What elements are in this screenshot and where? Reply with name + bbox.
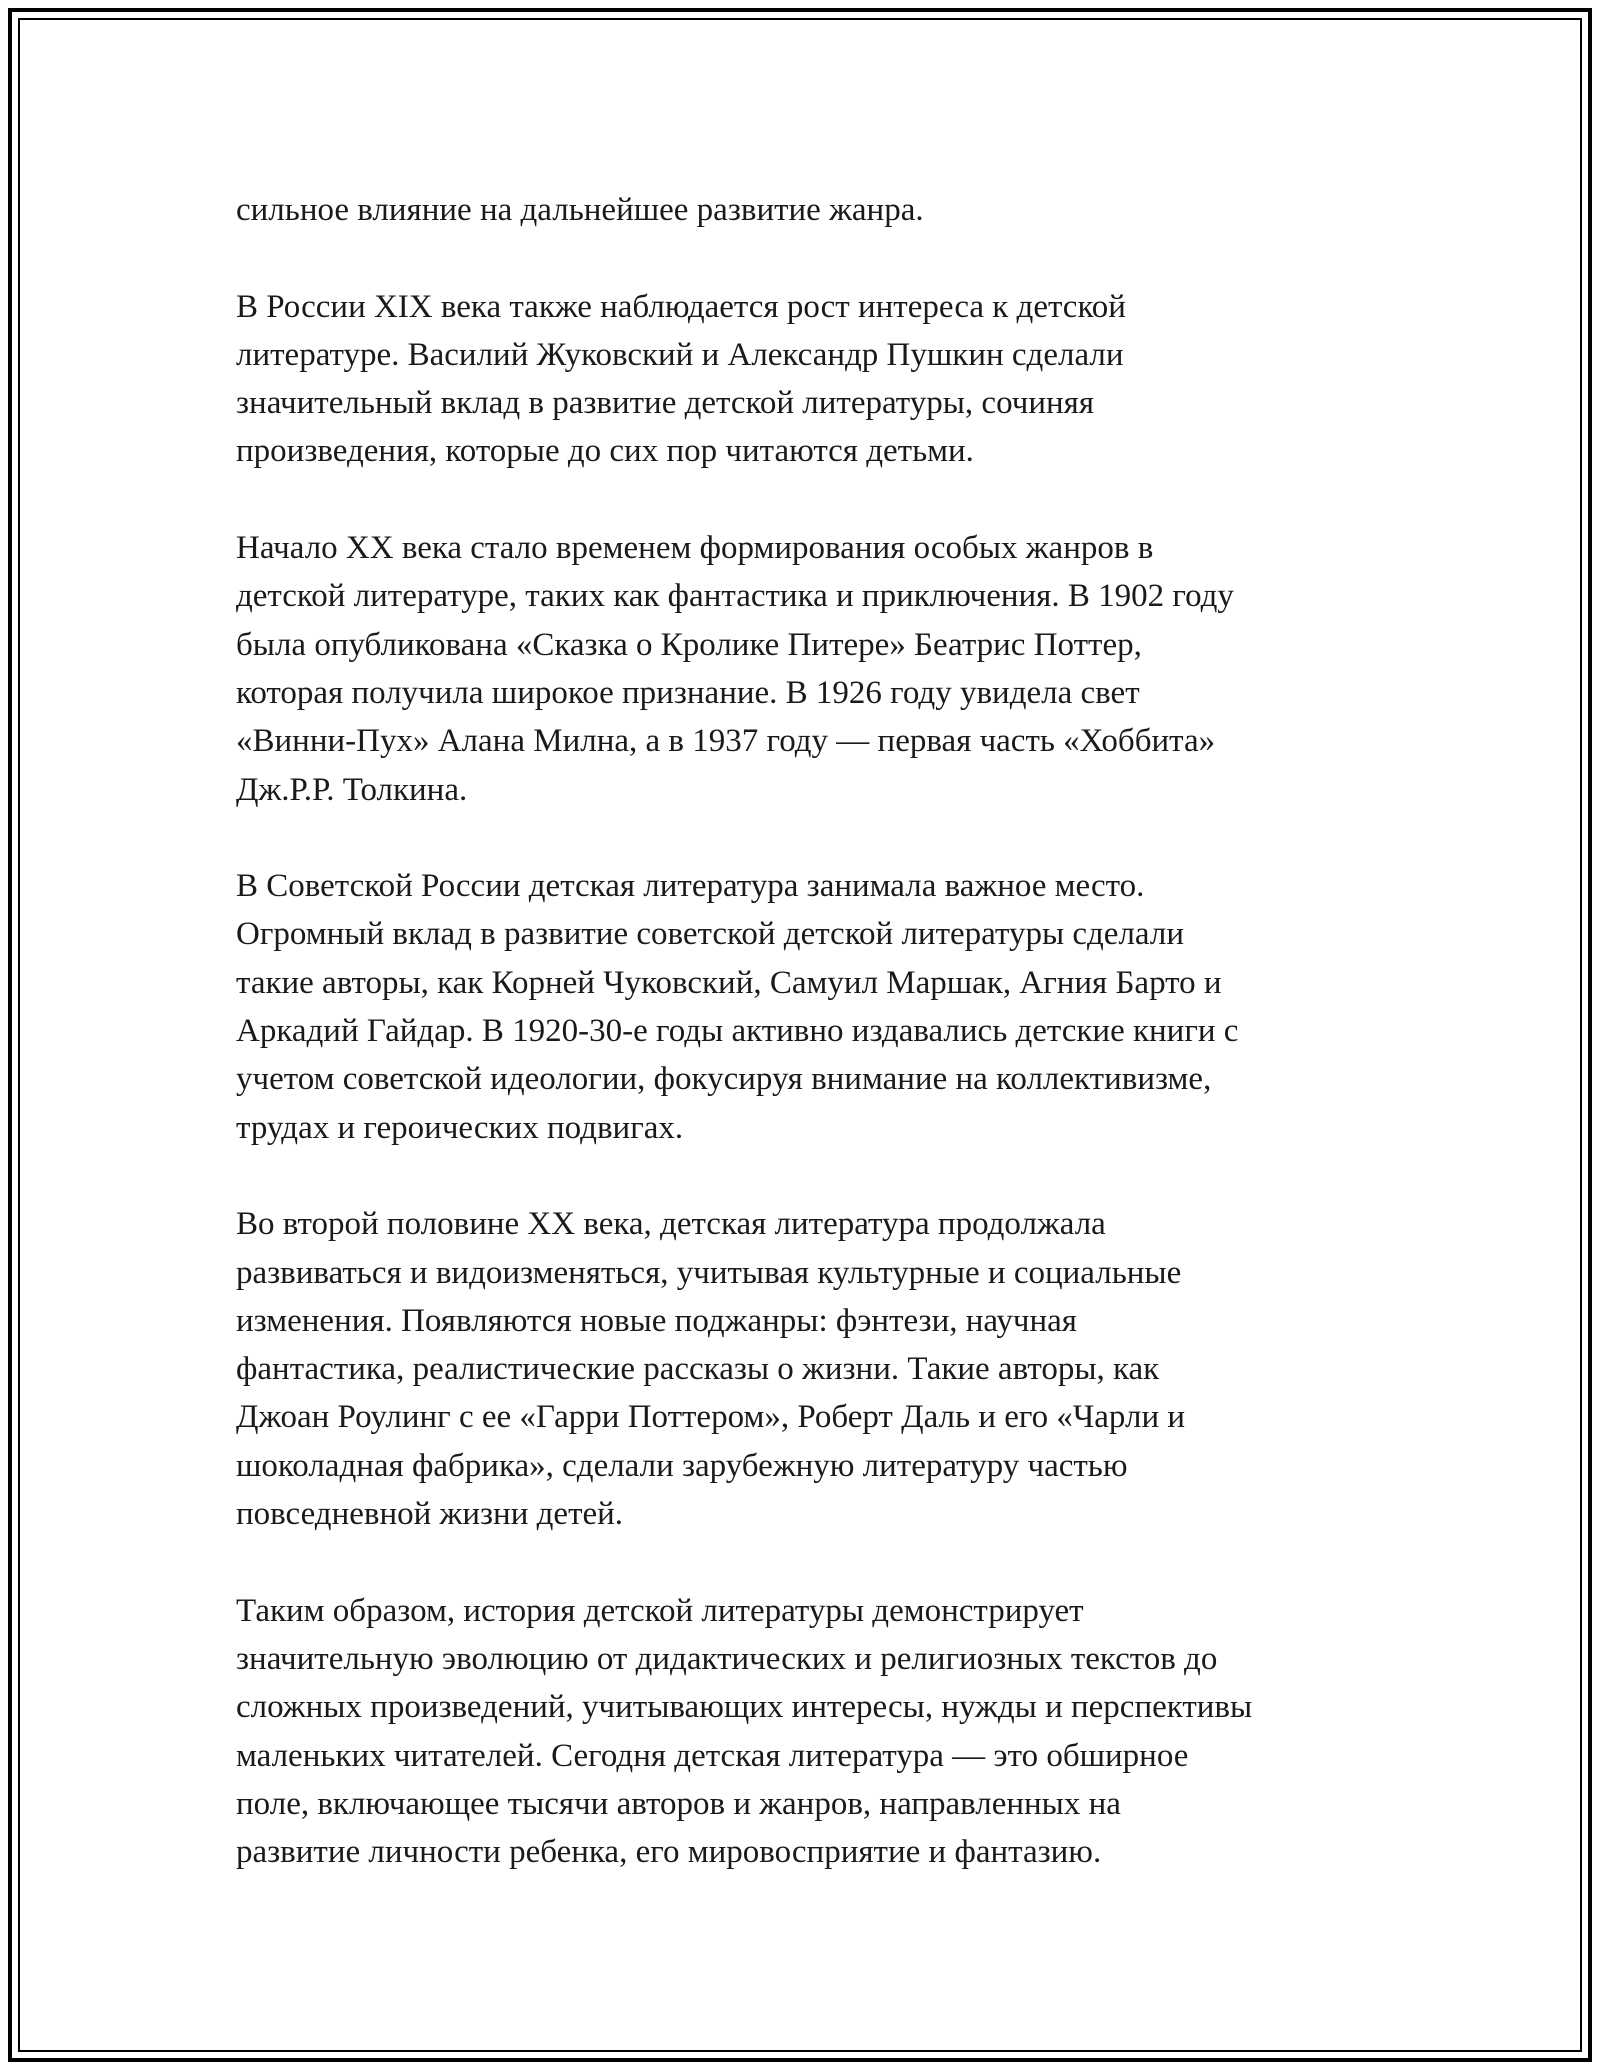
paragraph-soviet-russia: В Советской России детская литература занимала важное место. Огромный вклад в развитие советской детской литературы сделали такие авторы, как Корней Чуковский, Самуил Маршак, Агния Барто и Аркадий Гайдар. В 1920-30-е годы активно издавались детские книги с учетом советской идеологии, фокусируя внимание на коллективизме, трудах и героических подвигах. — [236, 868, 1239, 1146]
document-body — [236, 186, 1386, 1876]
paragraph-russia-19th-century: В России XIX века также наблюдается рост интереса к детской литературе. Василий Жуковский и Александр Пушкин сделали значительный вклад в развитие детской литературы, сочиняя произведения, которые до сих пор читаются детьми. — [236, 288, 1126, 470]
paragraph-conclusion: Таким образом, история детской литературы демонстрирует значительную эволюцию от дидактических и религиозных текстов до сложных произведений, учитывающих интересы, нужды и перспективы маленьких читателей. Сегодня детская литература — это обширное поле, включающее тысячи авторов и жанров, направленных на развитие личности ребенка, его мировосприятие и фантазию. — [236, 1592, 1253, 1871]
paragraph-early-20th-century: Начало XX века стало временем формирования особых жанров в детской литературе, таких как фантастика и приключения. В 1902 году была опубликована «Сказка о Кролике Питере» Беатрис Поттер, которая получила широкое признание. В 1926 году увидела свет «Винни-Пух» Алана Милна, а в 1937 году — первая часть «Хоббита» Дж.Р.Р. Толкина. — [236, 530, 1234, 808]
paragraph-second-half-20th-century: Во второй половине XX века, детская литература продолжала развиваться и видоизменяться, учитывая культурные и социальные изменения. Появляются новые поджанры: фэнтези, научная фантастика, реалистические рассказы о жизни. Такие авторы, как Джоан Роулинг с ее «Гарри Поттером», Роберт Даль и его «Чарли и шоколадная фабрика», сделали зарубежную литературу частью повседневной жизни детей. — [236, 1206, 1186, 1533]
paragraph-genre-influence: сильное влияние на дальнейшее развитие жанра. — [236, 192, 924, 228]
